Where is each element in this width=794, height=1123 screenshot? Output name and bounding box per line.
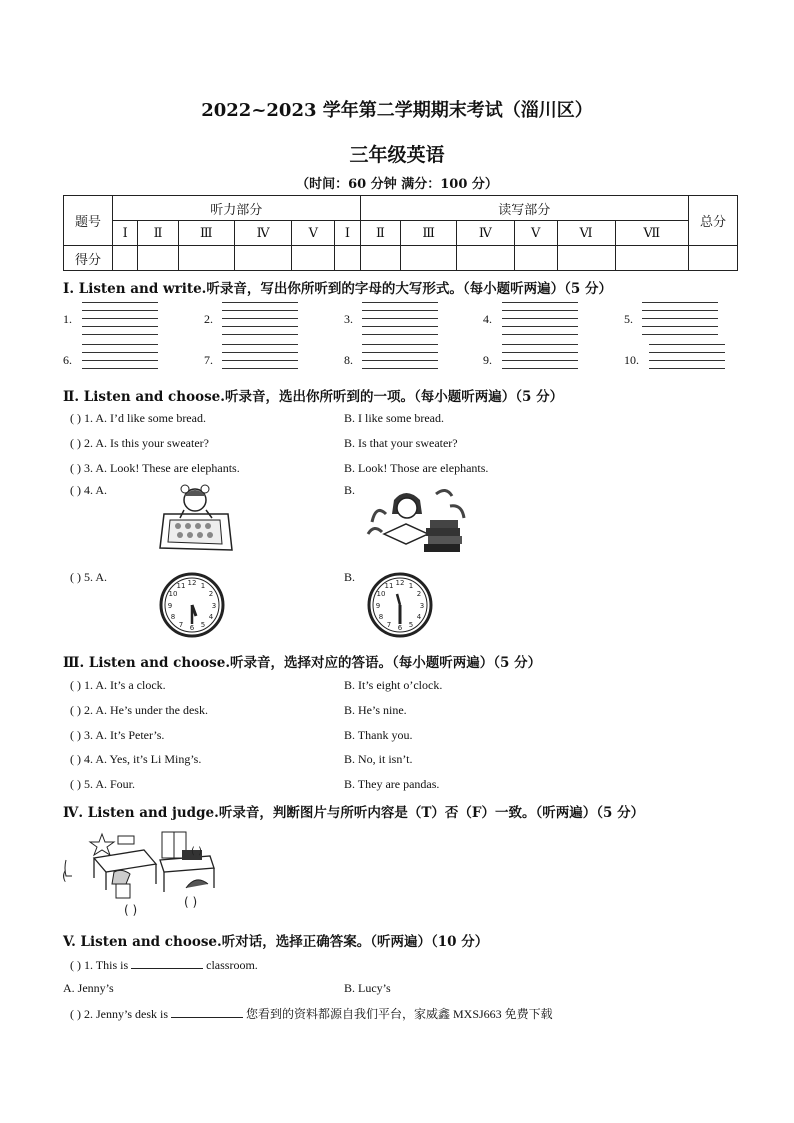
option-b[interactable]: B. Is that your sweater? [344, 436, 458, 450]
svg-text:1: 1 [200, 582, 206, 590]
svg-text:7: 7 [386, 621, 392, 629]
section4-heading: Ⅳ. Listen and judge.听录音，判断图片与所听内容是（T）否（F）一致。（听两遍）（5 分） [63, 805, 645, 821]
option-a[interactable]: ( ) 1. A. I’d like some bread. [70, 411, 206, 425]
svg-text:(: ( [62, 869, 67, 883]
col-label: Ⅴ [514, 221, 557, 246]
reading-header: 读写部分 [360, 196, 688, 221]
svg-text:( ): ( ) [191, 846, 202, 857]
option-b[interactable]: B. [344, 570, 356, 584]
option-b[interactable]: B. [344, 483, 356, 497]
question-2-suffix: 您看到的资料都源自我们平台，家威鑫 MXSJ663 免费下载 [243, 1007, 553, 1021]
svg-text:8: 8 [378, 613, 384, 621]
reading-picture [366, 484, 468, 558]
writing-lines[interactable] [222, 302, 298, 342]
score-cell[interactable] [178, 246, 234, 271]
score-cell[interactable] [292, 246, 335, 271]
option-b[interactable]: B. Thank you. [344, 728, 413, 742]
score-cell[interactable] [615, 246, 688, 271]
score-cell[interactable] [138, 246, 179, 271]
svg-text:3: 3 [419, 602, 425, 610]
svg-text:7: 7 [178, 621, 184, 629]
svg-text:9: 9 [167, 602, 173, 610]
option-a[interactable]: ( ) 5. A. [70, 570, 107, 584]
q-number: 7. [204, 353, 213, 367]
score-cell[interactable] [335, 246, 360, 271]
col-label: Ⅱ [360, 221, 401, 246]
writing-lines[interactable] [82, 344, 158, 376]
option-b[interactable]: B. Look! Those are elephants. [344, 461, 489, 475]
col-label: Ⅶ [615, 221, 688, 246]
svg-text:12: 12 [187, 579, 197, 587]
section1-heading: Ⅰ. Listen and write.听录音，写出你所听到的字母的大写形式。（每小题听两遍）（5 分） [63, 281, 612, 297]
listening-header: 听力部分 [113, 196, 361, 221]
option-a[interactable]: A. Jenny’s [63, 981, 114, 995]
option-b[interactable]: B. It’s eight o’clock. [344, 678, 443, 692]
q-number: 2. [204, 312, 213, 326]
answer-blank[interactable] [131, 956, 203, 969]
writing-lines[interactable] [82, 302, 158, 342]
svg-text:11: 11 [176, 582, 186, 590]
svg-text:6: 6 [189, 624, 195, 632]
svg-text:3: 3 [211, 602, 217, 610]
writing-lines[interactable] [362, 344, 438, 376]
option-a[interactable]: ( ) 4. A. [70, 483, 107, 497]
writing-lines[interactable] [649, 344, 725, 376]
option-a[interactable]: ( ) 3. A. Look! These are elephants. [70, 461, 240, 475]
question-2 [70, 1005, 553, 1022]
svg-text:2: 2 [416, 590, 422, 598]
option-a[interactable]: ( ) 5. A. Four. [70, 777, 136, 791]
col-label: Ⅳ [457, 221, 515, 246]
question-2-prefix: ( ) 2. Jenny’s desk is [70, 1007, 171, 1021]
option-b[interactable]: B. Lucy’s [344, 981, 391, 995]
question-1-prefix: ( ) 1. This is [70, 958, 132, 972]
q-number: 8. [344, 353, 353, 367]
writing-lines[interactable] [502, 302, 578, 342]
q-number: 4. [483, 312, 492, 326]
svg-text:4: 4 [208, 613, 214, 621]
option-b[interactable]: B. He’s nine. [344, 703, 407, 717]
option-a[interactable]: ( ) 4. A. Yes, it’s Li Ming’s. [70, 752, 202, 766]
svg-text:12: 12 [395, 579, 405, 587]
score-cell[interactable] [557, 246, 615, 271]
svg-text:2: 2 [208, 590, 214, 598]
clock-icon [159, 572, 225, 638]
baking-picture [156, 484, 236, 558]
question-1 [70, 956, 258, 973]
section2-heading: Ⅱ. Listen and choose.听录音，选出你所听到的一项。（每小题听两遍）（5 分） [63, 389, 564, 405]
option-a[interactable]: ( ) 3. A. It’s Peter’s. [70, 728, 165, 742]
col-label: Ⅵ [557, 221, 615, 246]
q-number: 9. [483, 353, 492, 367]
option-b[interactable]: B. They are pandas. [344, 777, 440, 791]
col-label: Ⅲ [178, 221, 234, 246]
col-label: Ⅱ [138, 221, 179, 246]
option-a[interactable]: ( ) 1. A. It’s a clock. [70, 678, 166, 692]
writing-lines[interactable] [642, 302, 718, 342]
q-number: 1. [63, 312, 72, 326]
svg-text:9: 9 [375, 602, 381, 610]
section3-heading: Ⅲ. Listen and choose.听录音，选择对应的答语。（每小题听两遍）（5 分） [63, 655, 542, 671]
q-number: 6. [63, 353, 72, 367]
option-a[interactable]: ( ) 2. A. He’s under the desk. [70, 703, 208, 717]
q-number: 3. [344, 312, 353, 326]
score-cell[interactable] [113, 246, 138, 271]
svg-text:1: 1 [408, 582, 414, 590]
q-number: 10. [624, 353, 639, 367]
writing-lines[interactable] [222, 344, 298, 376]
row-label-question: 题号 [64, 196, 113, 246]
writing-lines[interactable] [362, 302, 438, 342]
svg-text:10: 10 [376, 590, 386, 598]
clock-icon [367, 572, 433, 638]
score-cell[interactable] [689, 246, 738, 271]
svg-text:4: 4 [416, 613, 422, 621]
exam-subject: 三年级英语 [349, 144, 445, 166]
score-table [63, 195, 738, 271]
col-label: Ⅰ [113, 221, 138, 246]
option-b[interactable]: B. No, it isn’t. [344, 752, 413, 766]
col-label: Ⅰ [335, 221, 360, 246]
option-b[interactable]: B. I like some bread. [344, 411, 444, 425]
classroom-picture [64, 828, 234, 920]
question-1-suffix: classroom. [203, 958, 258, 972]
total-header: 总分 [689, 196, 738, 246]
svg-text:5: 5 [200, 621, 206, 629]
score-cell[interactable] [234, 246, 292, 271]
score-cell[interactable] [457, 246, 515, 271]
section5-heading: V. Listen and choose.听对话，选择正确答案。（听两遍）（10 分） [63, 934, 489, 950]
svg-text:11: 11 [384, 582, 394, 590]
col-label: Ⅳ [234, 221, 292, 246]
svg-text:6: 6 [397, 624, 403, 632]
svg-text:5: 5 [408, 621, 414, 629]
writing-lines[interactable] [502, 344, 578, 376]
exam-title: 2022~2023 学年第二学期期末考试（淄川区） [201, 100, 593, 121]
q-number: 5. [624, 312, 633, 326]
svg-text:( ): ( ) [124, 903, 138, 917]
option-a[interactable]: ( ) 2. A. Is this your sweater? [70, 436, 209, 450]
svg-text:10: 10 [168, 590, 178, 598]
exam-meta: （时间：60 分钟 满分：100 分） [296, 177, 498, 192]
score-cell[interactable] [401, 246, 457, 271]
col-label: Ⅲ [401, 221, 457, 246]
answer-blank[interactable] [171, 1005, 243, 1018]
svg-text:8: 8 [170, 613, 176, 621]
score-cell[interactable] [360, 246, 401, 271]
col-label: Ⅴ [292, 221, 335, 246]
score-cell[interactable] [514, 246, 557, 271]
svg-text:( ): ( ) [184, 895, 198, 909]
row-label-score: 得分 [64, 246, 113, 271]
